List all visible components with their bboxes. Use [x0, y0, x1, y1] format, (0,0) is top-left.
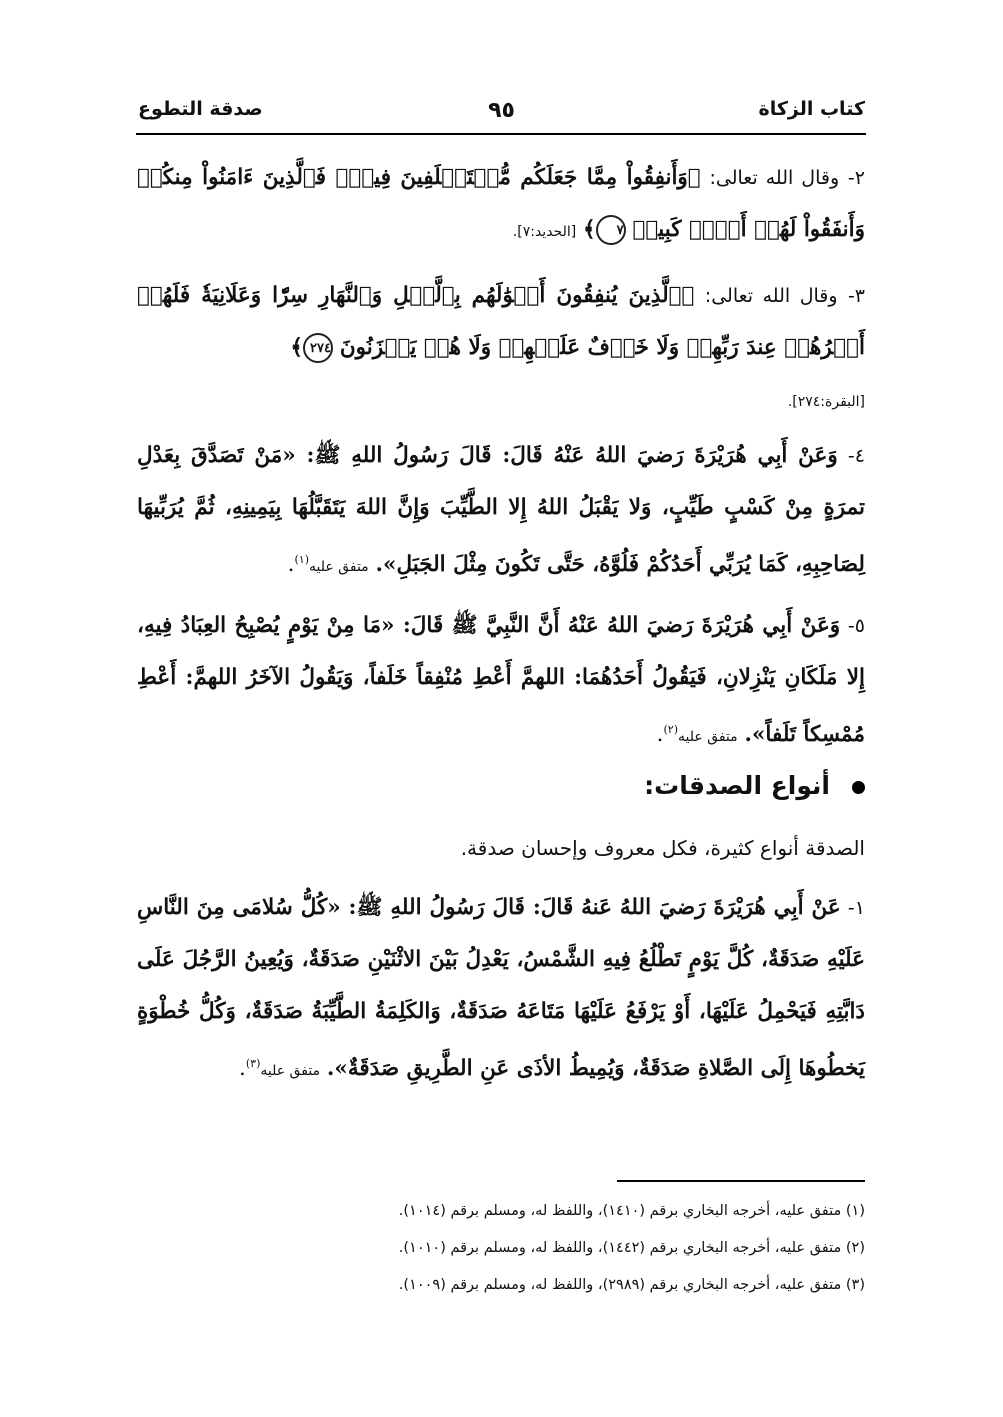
footnote-3: (٣) متفق عليه، أخرجه البخاري برقم (٢٩٨٩)، واللفظ له، ومسلم برقم (١٠٠٩).: [398, 1277, 865, 1293]
ayah-text: ﴿وَأَنفِقُواْ مِمَّا جَعَلَكُم مُّسۡتَخۡلَفِينَ فِيهِۖ فَٱلَّذِينَ ءَامَنُواْ مِنكُمۡ وَأَنفَقُواْ لَهُمۡ أَجۡرٞ كَبِيرٞ: [137, 165, 865, 242]
header-book-title: كتاب الزكاة: [758, 98, 865, 120]
item-number: ٤-: [847, 445, 865, 467]
hadith-grading: متفق عليه: [260, 1063, 321, 1080]
header-chapter-title: صدقة التطوع: [138, 98, 263, 120]
header-rule: [136, 133, 866, 135]
ayah-number-medallion: ٧: [596, 215, 626, 245]
ayah-number-medallion: ٢٧٤: [303, 333, 333, 363]
quran-item-3: [137, 270, 865, 428]
item-number: ١-: [847, 897, 865, 919]
item-number: ٥-: [847, 615, 865, 637]
item-number: ٣-: [847, 285, 866, 307]
footnote-1: (١) متفق عليه، أخرجه البخاري برقم (١٤١٠)، واللفظ له، ومسلم برقم (١٠١٤).: [398, 1203, 865, 1219]
ayah-text: ﴿ٱلَّذِينَ يُنفِقُونَ أَمۡوَٰلَهُم بِٱلَّيۡلِ وَٱلنَّهَارِ سِرّٗا وَعَلَانِيَةٗ فَلَهُمۡ أَجۡرُهُمۡ عِندَ رَبِّهِمۡ وَلَا خَوۡفٌ عَلَيۡهِمۡ وَلَا هُمۡ يَحۡزَنُونَ: [137, 283, 865, 360]
hadith-grading: متفق عليه: [678, 729, 738, 746]
footnote-marker: (٣): [245, 1057, 261, 1070]
ayah-close-bracket: ﴾: [583, 217, 596, 242]
end-mark: .: [239, 1056, 246, 1082]
quran-item-2: [137, 152, 865, 258]
section-heading: [644, 766, 865, 806]
hadith-item-5: [137, 600, 865, 763]
hadith-text: وَعَنْ أَبِي هُرَيْرَةَ رَضيَ اللهُ عَنْهُ قَالَ: قَالَ رَسُولُ اللهِ ﷺ: «مَنْ تَصَدَّقَ بِعَدْلِ تمرَةٍ مِنْ كَسْبٍ طَيِّبٍ، وَلا يَقْبَلُ اللهُ إِلا الطَّيِّبَ وَإِنَّ اللهَ يَتَقَبَّلُهَا بِيَمِينِهِ، ثُمَّ يُرَبِّيهَا لِصَاحِبِهِ، كَمَا يُرَبِّي أَحَدُكُمْ فَلُوَّهُ، حَتَّى تَكُونَ مِثْلَ الجَبَلِ».: [137, 443, 865, 578]
footnote-2: (٢) متفق عليه، أخرجه البخاري برقم (١٤٤٢)، واللفظ له، ومسلم برقم (١٠١٠).: [398, 1240, 865, 1256]
item-lead: وقال الله تعالى:: [704, 285, 838, 307]
hadith-item-1: [137, 882, 865, 1097]
section-title: أنواع الصدقات:: [644, 771, 830, 800]
bullet-icon: [852, 781, 865, 794]
footnote-marker: (٢): [663, 723, 678, 736]
item-lead: وقال الله تعالى:: [709, 167, 840, 189]
ayah-reference: [الحديد:٧].: [512, 224, 577, 240]
ayah-reference: [البقرة:٢٧٤].: [787, 394, 865, 410]
hadith-item-4: [137, 430, 865, 593]
end-mark: .: [656, 722, 664, 748]
footnote-separator: [617, 1180, 865, 1182]
header-page-number: ٩٥: [488, 98, 515, 123]
item-number: ٢-: [847, 167, 865, 189]
footnote-marker: (١): [294, 553, 310, 566]
section-intro: الصدقة أنواع كثيرة، فكل معروف وإحسان صدقة.: [460, 836, 865, 860]
hadith-text: عَنْ أَبِي هُرَيْرَةَ رَضيَ اللهُ عَنهُ قَالَ: قَالَ رَسُولُ اللهِ ﷺ: «كُلُّ سُلامَى مِنَ النَّاسِ عَلَيْهِ صَدَقَةٌ، كُلَّ يَوْمٍ تَطْلُعُ فِيهِ الشَّمْسُ، يَعْدِلُ بَيْنَ الاثْنَيْنِ صَدَقَةٌ، وَيُعِينُ الرَّجُلَ عَلَى دَابَّتِهِ فَيَحْمِلُ عَلَيْهَا، أَوْ يَرْفَعُ عَلَيْهَا مَتَاعَهُ صَدَقَةٌ، وَالكَلِمَةُ الطَّيِّبَةُ صَدَقَةٌ، وَكُلُّ خُطْوَةٍ يَخطُوهَا إِلَى الصَّلاةِ صَدَقَةٌ، وَيُمِيطُ الأذَى عَنِ الطَّرِيقِ صَدَقَةٌ».: [137, 895, 865, 1082]
ayah-close-bracket: ﴾: [290, 335, 303, 360]
hadith-text: وَعَنْ أَبِي هُرَيْرَةَ رَضيَ اللهُ عَنْهُ أَنَّ النَّبِيَّ ﷺ قَالَ: «مَا مِنْ يَوْمٍ يُصْبِحُ العِبَادُ فِيهِ، إِلا مَلَكَانِ يَنْزِلانِ، فَيَقُولُ أَحَدُهُمَا: اللهمَّ أَعْطِ مُنْفِقاً خَلَفاً، وَيَقُولُ الآخَرُ اللهمَّ: أَعْطِ مُمْسِكاً تَلَفاً».: [137, 613, 865, 748]
end-mark: .: [287, 552, 295, 578]
hadith-grading: متفق عليه: [309, 559, 369, 576]
